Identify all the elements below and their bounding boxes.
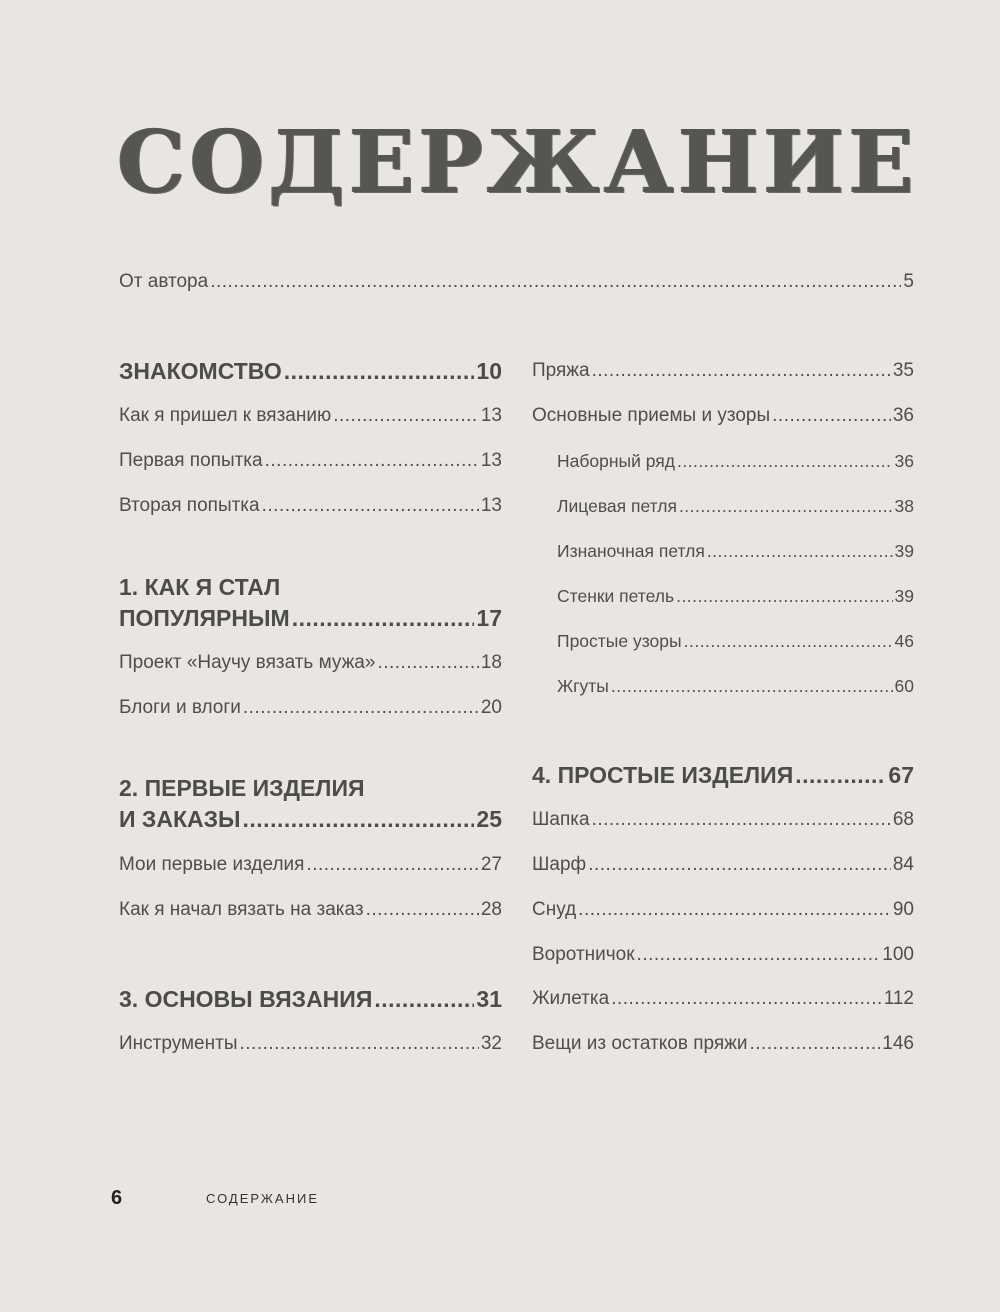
toc-entry-label: Изнаночная петля xyxy=(557,541,705,561)
page-title: СОДЕРЖАНИЕ xyxy=(117,112,918,213)
toc-section-page: 31 xyxy=(476,986,502,1012)
toc-entry-page: 38 xyxy=(894,496,914,516)
toc-section-title: ЗНАКОМСТВО xyxy=(119,358,282,384)
toc-entry-page: 84 xyxy=(892,854,914,875)
toc-section-3[interactable] xyxy=(119,986,502,1014)
toc-entry-label: Шапка xyxy=(532,809,590,830)
toc-subentry[interactable] xyxy=(557,496,914,517)
dot-leader xyxy=(292,605,475,633)
toc-subentry[interactable] xyxy=(557,541,914,562)
toc-section-title: 3. ОСНОВЫ ВЯЗАНИЯ xyxy=(119,986,373,1012)
page-number: 6 xyxy=(111,1187,123,1209)
toc-entry-page: 20 xyxy=(480,697,502,718)
toc-entry[interactable] xyxy=(532,809,914,832)
dot-leader xyxy=(772,405,891,428)
dot-leader xyxy=(333,405,479,428)
toc-section-1[interactable] xyxy=(119,605,502,633)
dot-leader xyxy=(795,762,886,790)
dot-leader xyxy=(578,899,891,922)
dot-leader xyxy=(262,495,479,518)
toc-subentry[interactable] xyxy=(557,631,914,652)
toc-entry-label: Первая попытка xyxy=(119,450,263,471)
toc-section-0[interactable] xyxy=(119,358,502,386)
toc-entry-label: Вторая попытка xyxy=(119,495,260,516)
dot-leader xyxy=(265,450,479,473)
toc-entry-label: Как я начал вязать на заказ xyxy=(119,899,364,920)
toc-entry-page: 13 xyxy=(480,405,502,426)
toc-entry-label: Снуд xyxy=(532,899,577,920)
dot-leader xyxy=(611,676,893,697)
toc-section-2-line1: 2. ПЕРВЫЕ ИЗДЕЛИЯ xyxy=(119,775,365,801)
toc-section-1-line1: 1. КАК Я СТАЛ xyxy=(119,574,281,600)
dot-leader xyxy=(377,652,478,675)
toc-entry-label: Наборный ряд xyxy=(557,451,675,471)
toc-entry[interactable] xyxy=(532,988,914,1011)
toc-entry-page: 39 xyxy=(894,541,914,561)
toc-entry[interactable] xyxy=(119,1033,502,1056)
toc-entry-page: 39 xyxy=(894,586,914,606)
dot-leader xyxy=(239,1033,478,1056)
toc-section-title: 4. ПРОСТЫЕ ИЗДЕЛИЯ xyxy=(532,762,794,788)
toc-entry-page: 36 xyxy=(892,405,914,426)
dot-leader xyxy=(707,541,893,562)
toc-entry[interactable] xyxy=(532,1033,914,1056)
toc-entry-label: От автора xyxy=(119,271,209,292)
toc-section-page: 25 xyxy=(476,806,502,832)
toc-entry-label: Как я пришел к вязанию xyxy=(119,405,332,426)
dot-leader xyxy=(243,697,479,720)
toc-entry-label: Вещи из остатков пряжи xyxy=(532,1033,748,1054)
toc-section-page: 10 xyxy=(476,358,502,384)
toc-entry-label: Жгуты xyxy=(557,676,609,696)
dot-leader xyxy=(592,360,891,383)
toc-entry[interactable] xyxy=(119,697,502,720)
toc-entry-page: 13 xyxy=(480,495,502,516)
running-title: СОДЕРЖАНИЕ xyxy=(206,1191,320,1206)
toc-entry-page: 5 xyxy=(903,271,914,292)
toc-entry-page: 32 xyxy=(480,1033,502,1054)
toc-entry[interactable] xyxy=(119,899,502,922)
toc-entry-page: 35 xyxy=(892,360,914,381)
toc-entry-page: 27 xyxy=(480,854,502,875)
toc-subentry[interactable] xyxy=(557,586,914,607)
toc-entry-label: Простые узоры xyxy=(557,631,682,651)
toc-entry-label: Проект «Научу вязать мужа» xyxy=(119,652,376,673)
toc-entry[interactable] xyxy=(119,854,502,877)
dot-leader xyxy=(306,854,478,877)
toc-entry-label: Блоги и влоги xyxy=(119,697,241,718)
toc-entry-intro[interactable] xyxy=(119,271,914,294)
toc-entry-label: Стенки петель xyxy=(557,586,675,606)
dot-leader xyxy=(243,806,475,834)
toc-entry[interactable] xyxy=(532,944,914,967)
toc-entry-page: 100 xyxy=(882,944,914,965)
toc-section-title: И ЗАКАЗЫ xyxy=(119,806,241,832)
toc-entry-label: Мои первые изделия xyxy=(119,854,305,875)
dot-leader xyxy=(679,496,893,517)
toc-entry-label: Воротничок xyxy=(532,944,635,965)
toc-subentry[interactable] xyxy=(557,451,914,472)
toc-section-title: ПОПУЛЯРНЫМ xyxy=(119,605,290,631)
toc-entry[interactable] xyxy=(532,405,914,428)
dot-leader xyxy=(637,944,881,967)
toc-entry[interactable] xyxy=(532,854,914,877)
toc-entry-page: 18 xyxy=(480,652,502,673)
dot-leader xyxy=(592,809,891,832)
dot-leader xyxy=(750,1033,881,1056)
dot-leader xyxy=(676,586,892,607)
toc-subentry[interactable] xyxy=(557,676,914,697)
dot-leader xyxy=(374,986,474,1014)
dot-leader xyxy=(684,631,893,652)
dot-leader xyxy=(284,358,475,386)
dot-leader xyxy=(611,988,882,1011)
toc-entry-page: 90 xyxy=(892,899,914,920)
toc-entry-page: 112 xyxy=(883,988,914,1009)
toc-entry-label: Шарф xyxy=(532,854,587,875)
dot-leader xyxy=(366,899,479,922)
toc-entry[interactable] xyxy=(119,405,502,428)
toc-entry-page: 60 xyxy=(894,676,914,696)
toc-entry-page: 36 xyxy=(894,451,914,471)
toc-entry-label: Инструменты xyxy=(119,1033,238,1054)
toc-entry[interactable] xyxy=(119,450,502,473)
toc-entry-page: 146 xyxy=(882,1033,914,1054)
toc-entry-page: 13 xyxy=(480,450,502,471)
toc-entry[interactable] xyxy=(119,495,502,518)
toc-entry-label: Пряжа xyxy=(532,360,590,381)
toc-entry[interactable] xyxy=(119,652,502,675)
toc-entry-page: 68 xyxy=(892,809,914,830)
toc-entry-label: Лицевая петля xyxy=(557,496,677,516)
toc-section-page: 67 xyxy=(888,762,914,788)
toc-entry-page: 28 xyxy=(480,899,502,920)
dot-leader xyxy=(588,854,891,877)
toc-section-page: 17 xyxy=(476,605,502,631)
toc-entry[interactable] xyxy=(532,360,914,383)
toc-entry-label: Основные приемы и узоры xyxy=(532,405,771,426)
toc-entry[interactable] xyxy=(532,899,914,922)
dot-leader xyxy=(677,451,893,472)
toc-section-4[interactable] xyxy=(532,762,914,790)
toc-entry-label: Жилетка xyxy=(532,988,610,1009)
toc-section-2[interactable] xyxy=(119,806,502,834)
toc-entry-page: 46 xyxy=(894,631,914,651)
dot-leader xyxy=(210,271,901,294)
